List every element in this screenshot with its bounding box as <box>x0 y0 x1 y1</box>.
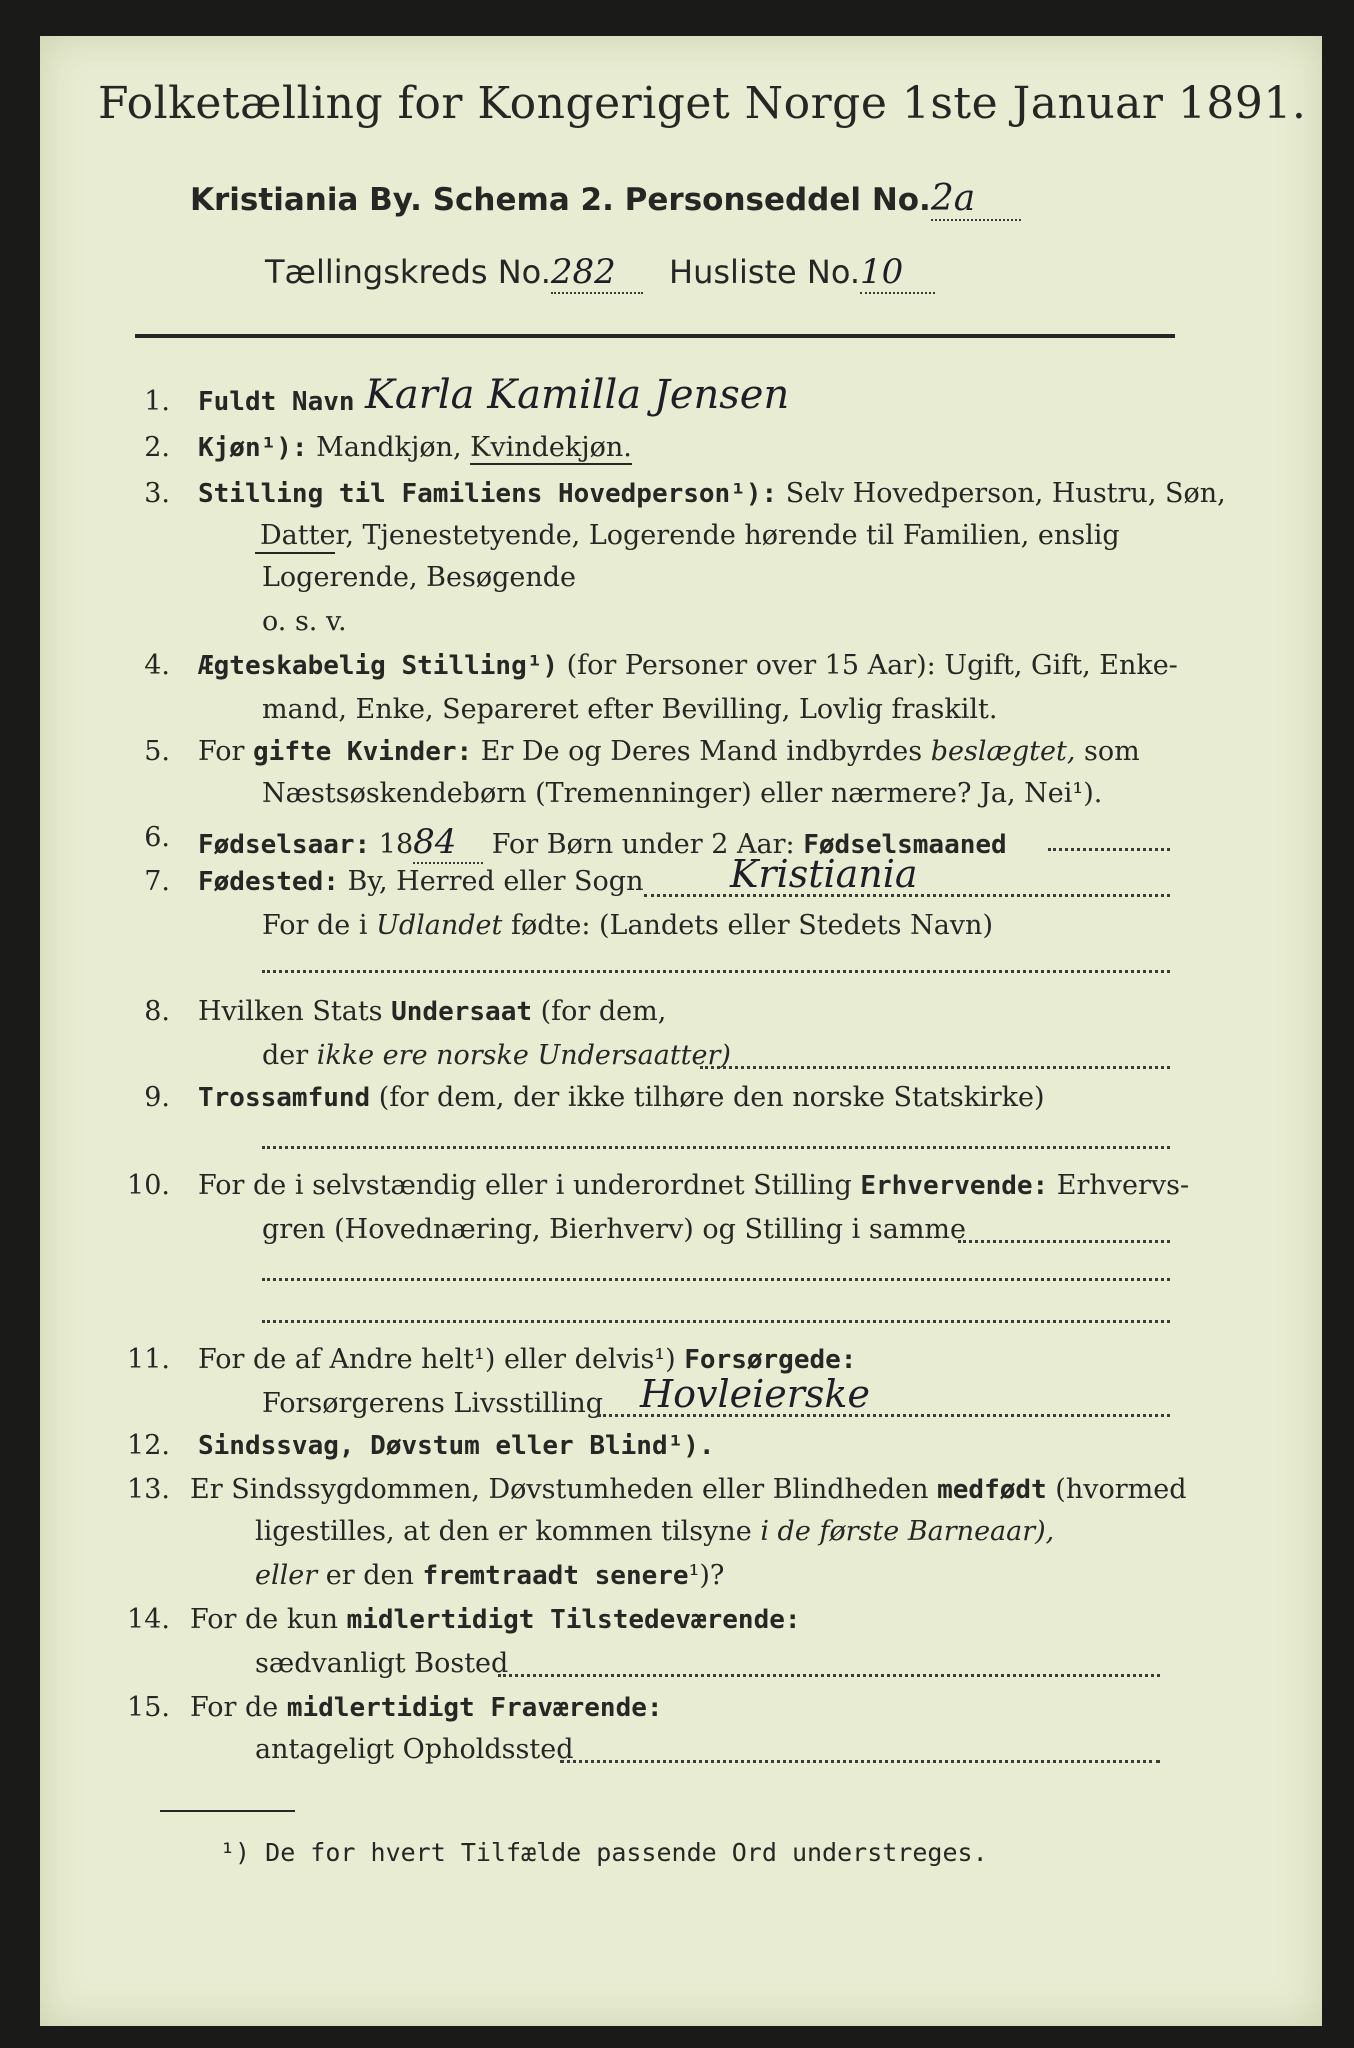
q2-option-male: Mandkjøn, <box>316 432 462 463</box>
q11-line1 <box>198 1344 856 1375</box>
q6-label: Fødselsaar: <box>198 830 371 860</box>
q15-number: 15. <box>127 1692 170 1723</box>
q13-number: 13. <box>127 1474 170 1505</box>
q1-full-name: Karla Kamilla Jensen <box>365 372 790 418</box>
q13-pre: Er Sindssygdommen, Døvstumheden eller Blindheden <box>190 1474 929 1505</box>
q5-label: gifte Kvinder: <box>253 737 473 767</box>
q8-line1 <box>198 996 666 1027</box>
q13-line2 <box>255 1516 1054 1547</box>
q11-line2: Forsørgerens Livsstilling <box>262 1388 604 1419</box>
q3-label: Stilling til Familiens Hovedperson¹): <box>198 479 778 509</box>
q12-label: Sindssvag, Døvstum eller Blind¹). <box>198 1431 715 1461</box>
husliste-number: 10 <box>860 252 935 294</box>
q1-number: 1. <box>144 386 170 417</box>
q10-field-3 <box>262 1320 1170 1323</box>
q4-text1: (for Personer over 15 Aar): Ugift, Gift, Enke- <box>566 650 1178 681</box>
q7-label: Fødested: <box>198 867 339 897</box>
q8-text1c: (for dem, <box>540 996 667 1027</box>
q6-prefix: 18 <box>378 829 414 860</box>
q13-text3d: ¹)? <box>688 1560 725 1591</box>
q8-line2 <box>262 1040 731 1071</box>
q13-post: (hvormed <box>1055 1474 1187 1505</box>
q14-field <box>498 1674 1160 1677</box>
q8-label: Undersaat <box>391 997 533 1027</box>
q15-pre: For de <box>190 1692 279 1723</box>
q9-field <box>262 1146 1170 1149</box>
kreds-line <box>265 252 935 294</box>
q9-text: (for dem, der ikke tilhøre den norske Statskirke) <box>378 1082 1045 1113</box>
form-title: Folketælling for Kongeriget Norge 1ste Januar 1891. <box>98 78 1307 129</box>
q8-text2b: ikke ere norske Undersaatter) <box>316 1040 731 1071</box>
q2-line <box>198 432 632 463</box>
q4-label: Ægteskabelig Stilling¹) <box>198 651 559 681</box>
q6-birth-year: 84 <box>413 822 483 864</box>
q11-number: 11. <box>127 1344 170 1375</box>
q11-pre: For de af Andre helt¹) eller delvis¹) <box>198 1344 676 1375</box>
q13-text2b: i de første Barneaar), <box>760 1516 1055 1547</box>
q5-text1c: som <box>1084 736 1140 767</box>
q12-number: 12. <box>127 1430 170 1461</box>
q8-field <box>700 1066 1170 1069</box>
q15-line1 <box>190 1692 663 1723</box>
q6-label2: Fødselsmaaned <box>803 830 1007 860</box>
q7-birthplace: Kristiania <box>730 852 918 896</box>
kreds-label: Tællingskreds No. <box>265 253 551 291</box>
q8-number: 8. <box>144 996 170 1027</box>
q5-pre: For <box>198 736 245 767</box>
q10-line2: gren (Hovednæring, Bierhverv) og Stilling i samme <box>262 1214 967 1245</box>
q7-line1 <box>198 866 643 897</box>
q9-number: 9. <box>144 1082 170 1113</box>
q7-text2c: fødte: (Landets eller Stedets Navn) <box>510 910 993 941</box>
q1-label <box>198 386 355 417</box>
q7-foreign-field <box>262 970 1170 973</box>
q3-number: 3. <box>144 478 170 509</box>
q3-text1: Selv Hovedperson, Hustru, Søn, <box>785 478 1226 509</box>
q6-month-field <box>1048 848 1170 851</box>
q14-number: 14. <box>127 1604 170 1635</box>
kreds-number: 282 <box>551 252 643 294</box>
q13-label: medfødt <box>937 1475 1047 1505</box>
q10-pre: For de i selvstændig eller i underordnet Stilling <box>198 1170 852 1201</box>
q4-number: 4. <box>144 650 170 681</box>
q10-field-1 <box>958 1240 1170 1243</box>
q13-text3c: fremtraadt senere <box>422 1561 689 1591</box>
q4-line1 <box>198 650 1178 681</box>
q9-label: Trossamfund <box>198 1083 371 1113</box>
q15-field <box>560 1760 1160 1763</box>
q5-text1b: beslægtet, <box>930 736 1076 767</box>
q5-line1 <box>198 736 1140 767</box>
q13-line3 <box>255 1560 724 1591</box>
q10-line1 <box>198 1170 1189 1201</box>
q13-line1 <box>190 1474 1186 1505</box>
q7-text2a: For de i <box>262 910 368 941</box>
q14-pre: For de kun <box>190 1604 338 1635</box>
footnote: ¹) De for hvert Tilfælde passende Ord understreges. <box>220 1838 988 1867</box>
q11-label: Forsørgede: <box>684 1345 857 1375</box>
q7-line2 <box>262 910 993 941</box>
q3-line1 <box>198 478 1226 509</box>
q12-line <box>198 1430 715 1461</box>
form-subtitle <box>190 178 1021 221</box>
q7-number: 7. <box>144 866 170 897</box>
q14-line2: sædvanligt Bosted <box>255 1648 509 1679</box>
personseddel-number: 2a <box>931 178 1021 221</box>
q13-text2a: ligestilles, at den er kommen tilsyne <box>255 1516 752 1547</box>
q3-line3: Logerende, Besøgende <box>262 562 576 593</box>
q13-text3a: eller <box>255 1560 318 1591</box>
q11-provider-occupation: Hovleierske <box>640 1372 870 1416</box>
q5-text1a: Er De og Deres Mand indbyrdes <box>480 736 923 767</box>
q9-line <box>198 1082 1044 1113</box>
q15-line2: antageligt Opholdssted <box>255 1734 574 1765</box>
q15-label: midlertidigt Fraværende: <box>286 1693 663 1723</box>
q10-post: Erhvervs- <box>1056 1170 1190 1201</box>
q2-label: Kjøn¹): <box>198 433 308 463</box>
q3-line2: Datter, Tjenestetyende, Logerende hørende til Familien, enslig <box>260 520 1120 551</box>
q3-datter-underline <box>255 552 335 554</box>
q5-number: 5. <box>144 736 170 767</box>
q10-field-2 <box>262 1278 1170 1281</box>
q13-text3b: er den <box>325 1560 414 1591</box>
husliste-label: Husliste No. <box>669 253 861 291</box>
q6-mid: For Børn under 2 Aar: <box>491 829 795 860</box>
q6-number: 6. <box>144 822 170 853</box>
q2-number: 2. <box>144 432 170 463</box>
q14-line1 <box>190 1604 801 1635</box>
q1-label-text: Fuldt Navn <box>198 387 355 417</box>
q7-text: By, Herred eller Sogn <box>347 866 644 897</box>
header-divider <box>135 334 1175 338</box>
q14-label: midlertidigt Tilstedeværende: <box>346 1605 801 1635</box>
q4-line2: mand, Enke, Separeret efter Bevilling, Lovlig fraskilt. <box>262 694 998 725</box>
q3-line4: o. s. v. <box>262 606 347 637</box>
q5-line2: Næstsøskendebørn (Tremenninger) eller nærmere? Ja, Nei¹). <box>262 778 1103 809</box>
q8-text2a: der <box>262 1040 309 1071</box>
footnote-rule <box>160 1810 295 1812</box>
q10-label: Erhvervende: <box>860 1171 1049 1201</box>
subtitle-text: Kristiania By. Schema 2. Personseddel No. <box>190 182 931 218</box>
q8-pre: Hvilken Stats <box>198 996 383 1027</box>
q7-text2b: Udlandet <box>376 910 503 941</box>
q2-option-female-selected: Kvindekjøn. <box>470 432 632 463</box>
q10-number: 10. <box>127 1170 170 1201</box>
